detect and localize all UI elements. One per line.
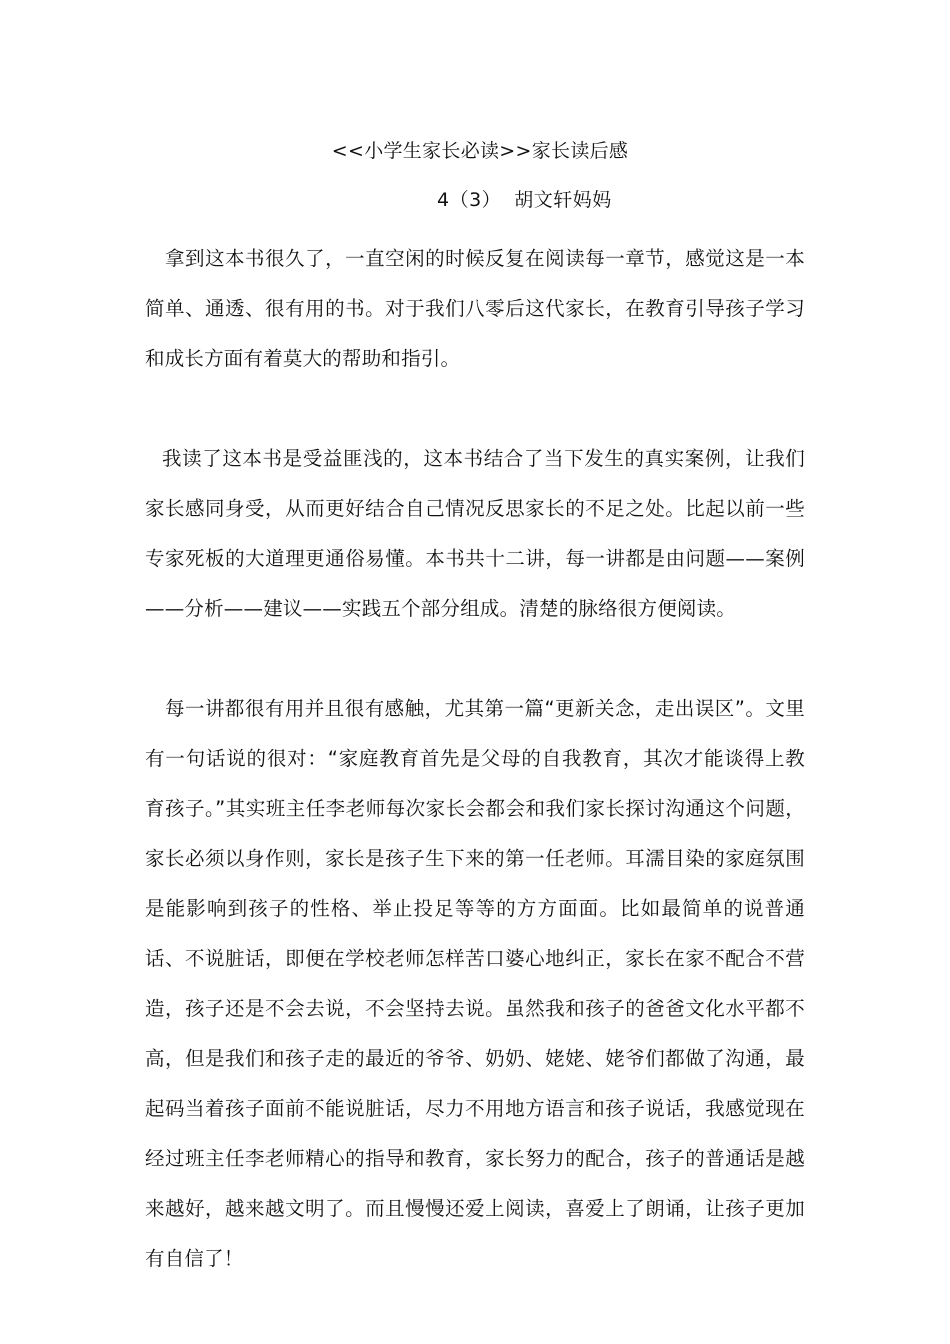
document-body [145, 234, 805, 1284]
paragraph-1: 拿到这本书很久了，一直空闲的时候反复在阅读每一章节，感觉这是一本简单、通透、很有用的书。对于我们八零后这代家长，在教育引导孩子学习和成长方面有着莫大的帮助和指引。 [145, 247, 805, 370]
author-byline: 4（3） 胡文轩妈妈 [437, 189, 612, 211]
paragraph-3: 每一讲都很有用并且很有感触，尤其第一篇“更新关念，走出误区”。文里有一句话说的很对：“家庭教育首先是父母的自我教育，其次才能谈得上教育孩子。”其实班主任李老师每次家长会都会和我们家长探讨沟通这个问题，家长必须以身作则，家长是孩子生下来的第一任老师。耳濡目染的家庭氛围是能影响到孩子的性格、举止投足等等的方方面面。比如最简单的说普通话、不说脏话，即便在学校老师怎样苦口婆心地纠正，家长在家不配合不营造，孩子还是不会去说，不会坚持去说。虽然我和孩子的爸爸文化水平都不高，但是我们和孩子走的最近的爷爷、奶奶、姥姥、姥爷们都做了沟通，最起码当着孩子面前不能说脏话，尽力不用地方语言和孩子说话，我感觉现在经过班主任李老师精心的指导和教育，家长努力的配合，孩子的普通话是越来越好，越来越文明了。而且慢慢还爱上阅读，喜爱上了朗诵，让孩子更加有自信了！ [145, 697, 805, 1270]
paragraph-2: 我读了这本书是受益匪浅的，这本书结合了当下发生的真实案例，让我们家长感同身受，从而更好结合自己情况反思家长的不足之处。比起以前一些专家死板的大道理更通俗易懂。本书共十二讲，每一讲都是由问题——案例——分析——建议——实践五个部分组成。清楚的脉络很方便阅读。 [145, 447, 805, 620]
document-title: <<小学生家长必读>>家长读后感 [331, 140, 629, 162]
